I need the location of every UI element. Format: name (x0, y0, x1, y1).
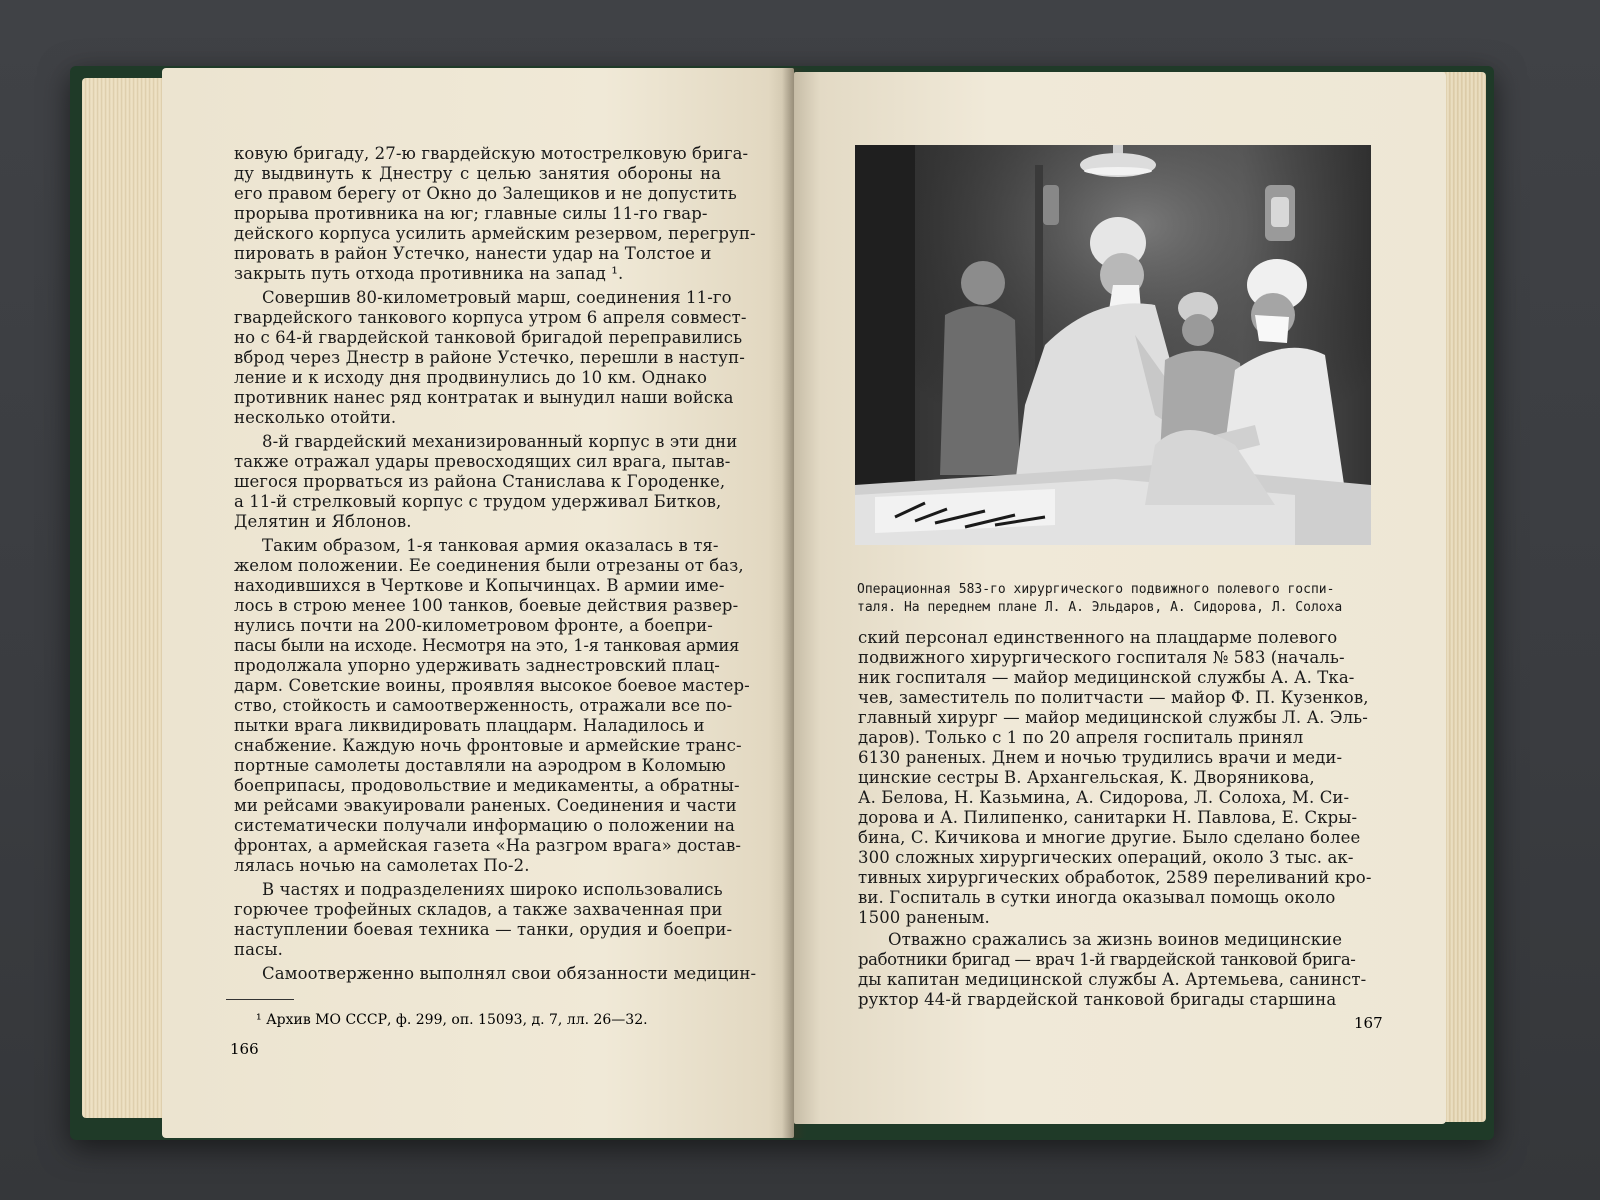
text-line: В частях и подразделениях широко использовались (262, 880, 723, 899)
text-line: пасы были на исходе. Несмотря на это, 1-я танковая армия (234, 636, 740, 655)
text-line: ду выдвинуть к Днестру с целью занятия обороны на (234, 164, 722, 183)
text-line: желом положении. Ее соединения были отрезаны от баз, (234, 556, 744, 575)
text-line: боеприпасы, продовольствие и медикаменты, а обратны- (234, 776, 740, 795)
text-line: продолжала упорно удерживать заднестровский плац- (234, 656, 720, 675)
text-line: Самоотверженно выполнял свои обязанности медицин- (262, 964, 757, 983)
text-line: дарм. Советские воины, проявляя высокое боевое мастер- (234, 676, 750, 695)
text-line: наступлении боевая техника — танки, орудия и боепри- (234, 920, 733, 939)
text-line: Делятин и Яблонов. (234, 512, 412, 531)
text-line: также отражал удары превосходящих сил врага, пытав- (234, 452, 731, 471)
page-edges-left (82, 78, 172, 1118)
text-line: главный хирург — майор медицинской службы Л. А. Эль- (858, 708, 1368, 727)
footnote-rule (226, 999, 294, 1000)
text-line: руктор 44-й гвардейской танковой бригады старшина (858, 990, 1337, 1009)
text-line: фронтах, а армейская газета «На разгром врага» достав- (234, 836, 742, 855)
text-line: бина, С. Кичикова и многие другие. Было сделано более (858, 828, 1361, 847)
text-line: дейского корпуса усилить армейским резервом, перегруп- (234, 224, 756, 243)
photo-caption-line: таля. На переднем плане Л. А. Эльдаров, А. Сидорова, Л. Солоха (857, 600, 1343, 615)
text-line: нулись почти на 200-километровом фронте, а боепри- (234, 616, 713, 635)
text-line: но с 64-й гвардейской танковой бригадой переправились (234, 328, 743, 347)
text-line: дорова и А. Пилипенко, санитарки Н. Павлова, Е. Скры- (858, 808, 1358, 827)
text-line: лялась ночью на самолетах По-2. (234, 856, 530, 875)
text-line: ник госпиталя — майор медицинской службы А. А. Тка- (858, 668, 1355, 687)
text-line: 6130 раненых. Днем и ночью трудились врачи и меди- (858, 748, 1343, 767)
text-line: пытки врага ликвидировать плацдарм. Наладилось и (234, 716, 705, 735)
text-line: Таким образом, 1-я танковая армия оказалась в тя- (262, 536, 719, 555)
text-line: ды капитан медицинской службы А. Артемьева, санинст- (858, 970, 1367, 989)
text-line: портные самолеты доставляли на аэродром в Коломыю (234, 756, 726, 775)
text-line: противник нанес ряд контратак и вынудил наши войска (234, 388, 734, 407)
text-line: ство, стойкость и самоотверженность, отражали все по- (234, 696, 733, 715)
text-line: гвардейского танкового корпуса утром 6 апреля совмест- (234, 308, 747, 327)
text-line: 300 сложных хирургических операций, около 3 тыс. ак- (858, 848, 1354, 867)
text-line: несколько отойти. (234, 408, 397, 427)
text-line: работники бригад — врач 1-й гвардейской танковой брига- (858, 950, 1356, 969)
text-line: тивных хирургических обработок, 2589 переливаний кро- (858, 868, 1372, 887)
text-line: Совершив 80-километровый марш, соединения 11-го (262, 288, 732, 307)
text-line: снабжение. Каждую ночь фронтовые и армейские транс- (234, 736, 742, 755)
text-line: 8-й гвардейский механизированный корпус в эти дни (262, 432, 738, 451)
text-line: Отважно сражались за жизнь воинов медицинские (888, 930, 1343, 949)
text-line: ковую бригаду, 27-ю гвардейскую мотострелковую брига- (234, 144, 749, 163)
text-line: прорыва противника на юг; главные силы 11-го гвар- (234, 204, 708, 223)
text-line: 1500 раненым. (858, 908, 990, 927)
text-line: находившихся в Черткове и Копычинцах. В армии име- (234, 576, 725, 595)
text-line: цинские сестры В. Архангельская, К. Дворяникова, (858, 768, 1315, 787)
text-line: подвижного хирургического госпиталя № 583 (началь- (858, 648, 1345, 667)
page-edges-right (1442, 72, 1486, 1122)
text-line: лось в строю менее 100 танков, боевые действия развер- (234, 596, 739, 615)
text-line: закрыть путь отхода противника на запад ¹. (234, 264, 624, 283)
footnote: ¹ Архив МО СССР, ф. 299, оп. 15093, д. 7, лл. 26—32. (256, 1012, 648, 1028)
text-line: ви. Госпиталь в сутки иногда оказывал помощь около (858, 888, 1336, 907)
text-line: шегося прорваться из района Станислава к Городенке, (234, 472, 726, 491)
text-line: ский персонал единственного на плацдарме полевого (858, 628, 1338, 647)
text-line: его правом берегу от Окно до Залещиков и не допустить (234, 184, 737, 203)
text-line: ми рейсами эвакуировали раненых. Соединения и части (234, 796, 737, 815)
text-line: ление и к исходу дня продвинулись до 10 км. Однако (234, 368, 708, 387)
text-line: пасы. (234, 940, 283, 959)
page-number-right: 167 (1354, 1014, 1383, 1032)
text-line: пировать в район Устечко, нанести удар на Толстое и (234, 244, 712, 263)
text-line: вброд через Днестр в районе Устечко, перешли в наступ- (234, 348, 745, 367)
text-line: горючее трофейных складов, а также захваченная при (234, 900, 723, 919)
operating-room-photo (855, 145, 1371, 545)
text-line: даров). Только с 1 по 20 апреля госпиталь принял (858, 728, 1304, 747)
page-number-left: 166 (230, 1040, 259, 1058)
text-line: а 11-й стрелковый корпус с трудом удерживал Битков, (234, 492, 722, 511)
text-line: систематически получали информацию о положении на (234, 816, 735, 835)
text-line: чев, заместитель по политчасти — майор Ф. П. Кузенков, (858, 688, 1369, 707)
text-line: А. Белова, Н. Казьмина, А. Сидорова, Л. Солоха, М. Си- (858, 788, 1350, 807)
photo-caption-line: Операционная 583-го хирургического подвижного полевого госпи- (857, 582, 1335, 597)
